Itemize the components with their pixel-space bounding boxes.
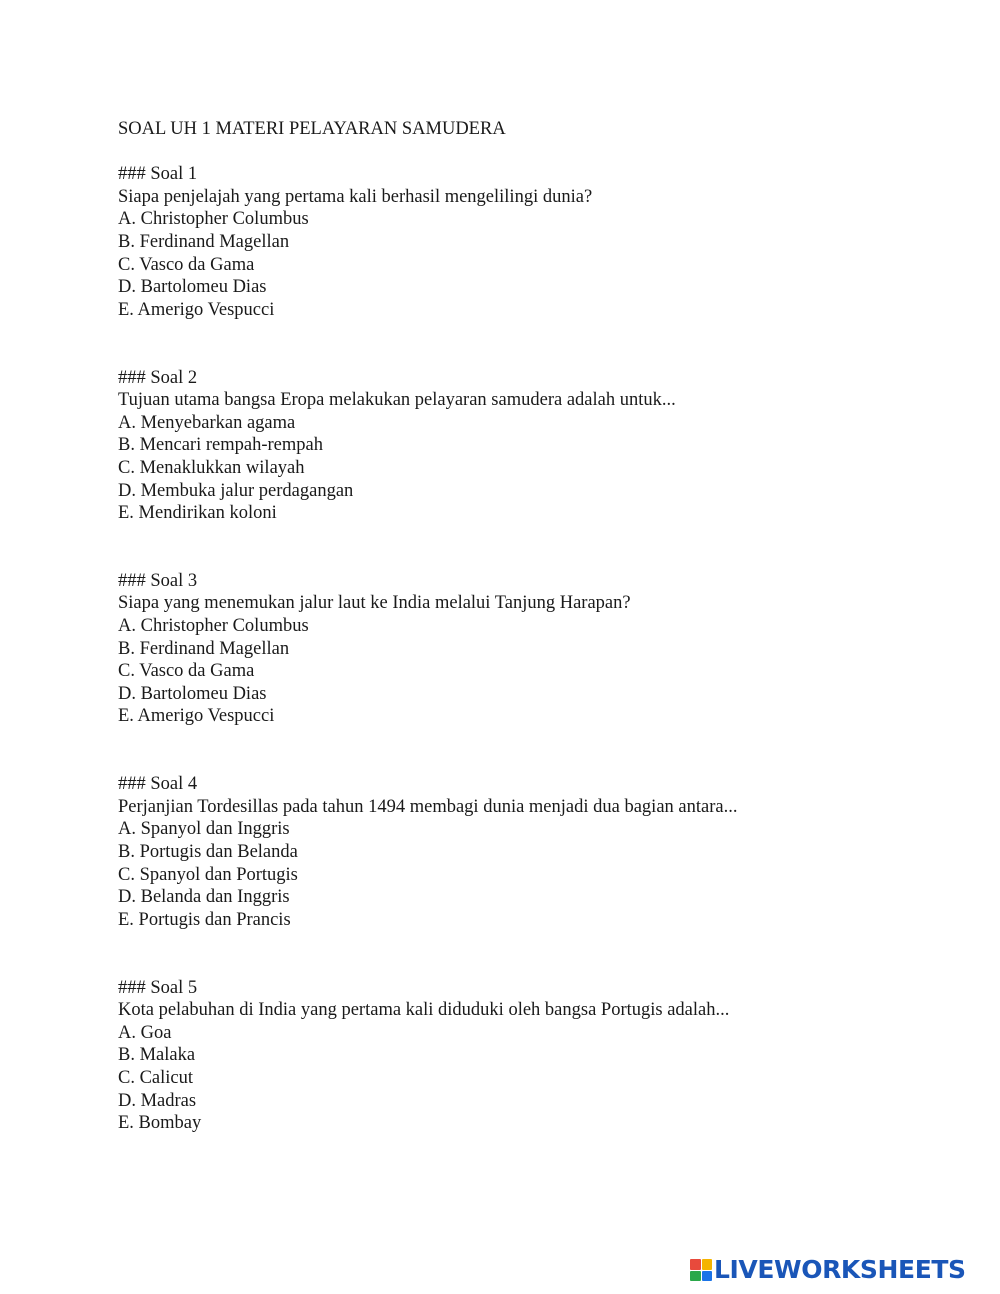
answer-option-a: A. Menyebarkan agama: [118, 412, 296, 433]
answer-options: [118, 818, 958, 931]
question-text: Tujuan utama bangsa Eropa melakukan pelayaran samudera adalah untuk...: [118, 390, 676, 411]
answer-options: [118, 208, 958, 321]
question-3: [118, 570, 958, 728]
question-5: [118, 977, 958, 1135]
answer-option-d: D. Belanda dan Inggris: [118, 887, 290, 908]
answer-option-e: E. Bombay: [118, 1113, 202, 1134]
answer-option-e: E. Amerigo Vespucci: [118, 299, 275, 320]
answer-option-a: A. Christopher Columbus: [118, 616, 309, 637]
question-text: Perjanjian Tordesillas pada tahun 1494 membagi dunia menjadi dua bagian antara...: [118, 796, 738, 817]
question-heading: ### Soal 2: [118, 367, 198, 388]
question-heading: ### Soal 5: [118, 977, 198, 998]
question-text: Siapa yang menemukan jalur laut ke India melalui Tanjung Harapan?: [118, 593, 631, 614]
logo-square-green: [690, 1271, 701, 1282]
question-heading: ### Soal 4: [118, 774, 198, 795]
answer-option-e: E. Mendirikan koloni: [118, 503, 277, 524]
answer-option-b: B. Malaka: [118, 1045, 196, 1066]
answer-option-d: D. Madras: [118, 1090, 197, 1111]
worksheet-page: [118, 118, 958, 1135]
answer-option-c: C. Menaklukkan wilayah: [118, 457, 305, 478]
answer-options: [118, 412, 958, 525]
logo-square-red: [690, 1259, 701, 1270]
logo-square-yellow: [702, 1259, 713, 1270]
answer-option-d: D. Membuka jalur perdagangan: [118, 480, 354, 501]
answer-option-c: C. Vasco da Gama: [118, 254, 255, 275]
question-heading: ### Soal 1: [118, 164, 198, 185]
worksheet-title: SOAL UH 1 MATERI PELAYARAN SAMUDERA: [118, 119, 506, 139]
answer-option-c: C. Vasco da Gama: [118, 661, 255, 682]
answer-option-a: A. Spanyol dan Inggris: [118, 819, 290, 840]
answer-option-a: A. Goa: [118, 1022, 172, 1043]
answer-option-e: E. Amerigo Vespucci: [118, 706, 275, 727]
answer-option-b: B. Ferdinand Magellan: [118, 638, 290, 659]
answer-option-a: A. Christopher Columbus: [118, 209, 309, 230]
answer-option-e: E. Portugis dan Prancis: [118, 909, 291, 930]
answer-option-d: D. Bartolomeu Dias: [118, 277, 267, 298]
question-1: [118, 163, 958, 321]
answer-option-c: C. Spanyol dan Portugis: [118, 864, 298, 885]
question-4: [118, 773, 958, 931]
question-text: Kota pelabuhan di India yang pertama kali diduduki oleh bangsa Portugis adalah...: [118, 1000, 730, 1021]
liveworksheets-brand: [690, 1255, 966, 1285]
liveworksheets-logo-icon: [690, 1259, 712, 1281]
brand-name: LIVEWORKSHEETS: [714, 1255, 966, 1284]
answer-option-c: C. Calicut: [118, 1067, 194, 1088]
answer-option-b: B. Portugis dan Belanda: [118, 842, 298, 862]
question-heading: ### Soal 3: [118, 570, 198, 591]
answer-option-b: B. Ferdinand Magellan: [118, 231, 290, 252]
logo-square-blue: [702, 1271, 713, 1282]
answer-option-d: D. Bartolomeu Dias: [118, 683, 267, 704]
answer-options: [118, 1022, 958, 1135]
question-2: [118, 367, 958, 525]
answer-options: [118, 615, 958, 728]
answer-option-b: B. Mencari rempah-rempah: [118, 435, 323, 456]
question-text: Siapa penjelajah yang pertama kali berhasil mengelilingi dunia?: [118, 186, 593, 207]
